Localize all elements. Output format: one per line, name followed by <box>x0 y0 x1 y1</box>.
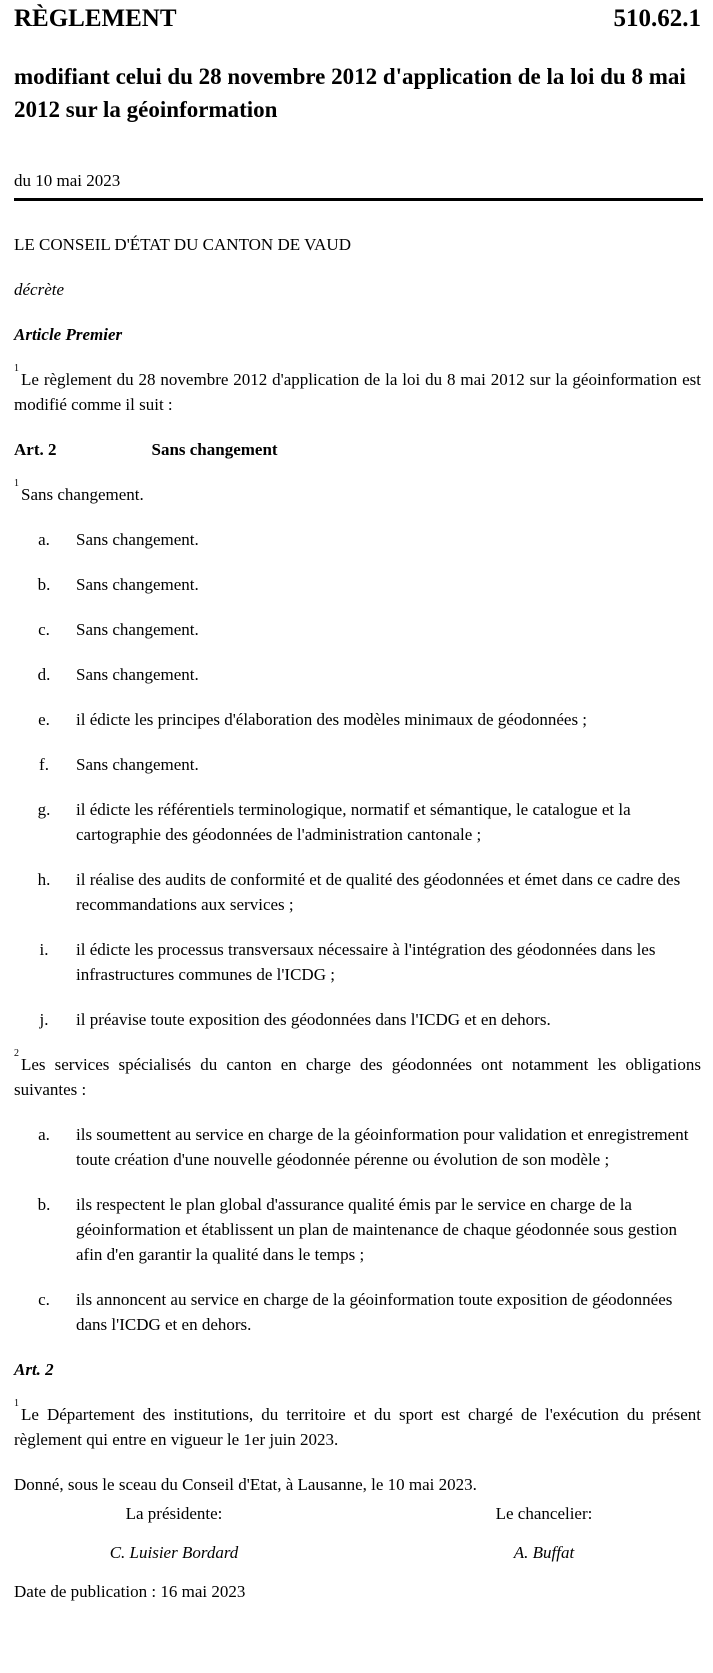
list-item <box>14 707 701 732</box>
right-role: Le chancelier: <box>495 1504 593 1523</box>
art2-alinea-1-list <box>14 527 701 1032</box>
list-letter: f. <box>39 755 49 774</box>
list-item <box>14 572 701 597</box>
list-item <box>14 1122 701 1172</box>
art2-title: Sans changement <box>151 440 278 459</box>
list-text: ils soumettent au service en charge de la géoinformation pour validation et enregistrement toute création d'une nouvelle géodonnée pérenne ou évolution de son modèle ; <box>76 1125 689 1169</box>
list-letter: a. <box>38 1125 50 1144</box>
list-letter: c. <box>38 1290 50 1309</box>
list-letter: b. <box>37 1195 51 1214</box>
right-signatory: A. Buffat <box>513 1543 575 1562</box>
authority: LE CONSEIL D'ÉTAT DU CANTON DE VAUD <box>14 235 351 254</box>
signature-names <box>14 1540 701 1565</box>
list-item <box>14 1287 701 1337</box>
list-text: Sans changement. <box>76 575 199 594</box>
list-letter: c. <box>38 620 50 639</box>
list-text: ils respectent le plan global d'assurance qualité émis par le service en charge de la géoinformation et établissent un plan de maintenance de chaque géodonnée sous gestion afin d'en garantir la qualité dans le temps ; <box>76 1195 677 1264</box>
document-body <box>14 232 701 1604</box>
list-text: il édicte les référentiels terminologique, normatif et sémantique, le catalogue et la cartographie des géodonnées de l'administration cantonale ; <box>76 800 631 844</box>
header-divider <box>14 198 703 201</box>
list-item <box>14 797 701 847</box>
list-item <box>14 752 701 777</box>
list-item <box>14 662 701 687</box>
art2-heading <box>14 437 701 462</box>
list-letter: i. <box>39 940 49 959</box>
art2-alinea-1: $^1$Sans changement. <box>14 478 144 504</box>
list-item <box>14 1192 701 1267</box>
list-text: il édicte les processus transversaux nécessaire à l'intégration des géodonnées dans les infrastructures communes de l'ICDG ; <box>76 940 656 984</box>
document-subtitle: modifiant celui du 28 novembre 2012 d'application de la loi du 8 mai 2012 sur la géoinformation <box>14 64 686 122</box>
list-text: il édicte les principes d'élaboration des modèles minimaux de géodonnées ; <box>76 710 588 729</box>
list-letter: h. <box>37 870 51 889</box>
alinea-number: 1 <box>14 1398 19 1409</box>
list-item <box>14 617 701 642</box>
left-role: La présidente: <box>125 1504 223 1523</box>
list-text: Sans changement. <box>76 665 199 684</box>
art2-alinea-2-list <box>14 1122 701 1337</box>
document-date: du 10 mai 2023 <box>14 171 121 190</box>
art2b-heading: Art. 2 <box>14 1360 54 1379</box>
list-letter: b. <box>37 575 51 594</box>
article-premier-text: $^1$Le règlement du 28 novembre 2012 d'application de la loi du 8 mai 2012 sur la géoinformation est modifié comme il suit : <box>14 363 701 414</box>
art2-alinea-2: $^2$Les services spécialisés du canton en charge des géodonnées ont notamment les obligations suivantes : <box>14 1048 701 1099</box>
document-number: 510.62.1 <box>613 5 701 32</box>
list-letter: j. <box>39 1010 49 1029</box>
given-statement: Donné, sous le sceau du Conseil d'Etat, à Lausanne, le 10 mai 2023. <box>14 1475 477 1494</box>
list-text: il préavise toute exposition des géodonnées dans l'ICDG et en dehors. <box>76 1010 551 1029</box>
list-text: Sans changement. <box>76 530 199 549</box>
alinea-number: 1 <box>14 363 19 374</box>
alinea-number: 2 <box>14 1048 19 1059</box>
art2b-text: $^1$Le Département des institutions, du territoire et du sport est chargé de l'exécution du présent règlement qui entre en vigueur le 1er juin 2023. <box>14 1398 701 1449</box>
list-item <box>14 1007 701 1032</box>
list-text: Sans changement. <box>76 620 199 639</box>
list-item <box>14 527 701 552</box>
alinea-number: 1 <box>14 478 19 489</box>
article-premier-heading: Article Premier <box>14 325 123 344</box>
list-text: il réalise des audits de conformité et de qualité des géodonnées et émet dans ce cadre des recommandations aux services ; <box>76 870 681 914</box>
list-letter: g. <box>37 800 51 819</box>
list-item <box>14 867 701 917</box>
signature-roles <box>14 1501 701 1526</box>
list-letter: a. <box>38 530 50 549</box>
document-title: RÈGLEMENT <box>14 5 177 32</box>
list-text: ils annoncent au service en charge de la géoinformation toute exposition de géodonnées dans l'ICDG et en dehors. <box>76 1290 673 1334</box>
list-item <box>14 937 701 987</box>
art2-label: Art. 2 <box>14 440 57 459</box>
list-letter: e. <box>38 710 50 729</box>
document-header <box>14 4 703 34</box>
list-text: Sans changement. <box>76 755 199 774</box>
list-letter: d. <box>37 665 51 684</box>
decrees: décrète <box>14 280 65 299</box>
publication-date: Date de publication : 16 mai 2023 <box>14 1582 246 1601</box>
left-signatory: C. Luisier Bordard <box>109 1543 239 1562</box>
